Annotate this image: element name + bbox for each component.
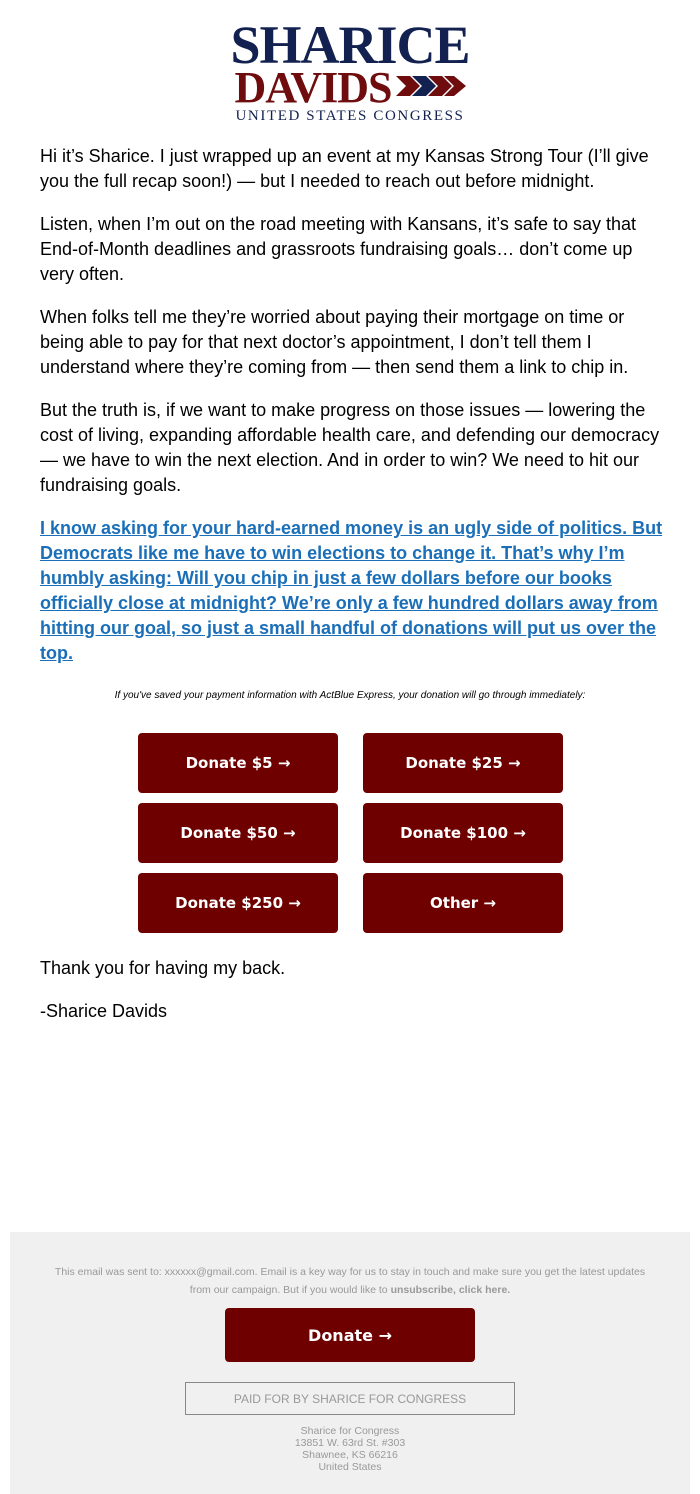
- mailing-address: [10, 1425, 690, 1473]
- footer-donate-button[interactable]: Donate →: [225, 1308, 475, 1362]
- paragraph-1: Hi it’s Sharice. I just wrapped up an event at my Kansas Strong Tour (I’ll give you the full recap soon!) — but I needed to reach out before midnight.: [40, 146, 649, 191]
- logo-name-first: SHARICE: [230, 15, 470, 75]
- donation-appeal-link[interactable]: I know asking for your hard-earned money is an ugly side of politics. But Democrats like me have to win elections to change it. That’s why I’m humbly asking: Will you chip in just a few dollars before our books officially close at midnight? We’re only a few hundred dollars away from hitting our goal, so just a small handful of donations will put us over the top.: [40, 518, 663, 663]
- closing-section: [40, 956, 665, 1042]
- logo-name-last: DAVIDS: [234, 63, 392, 112]
- address-line-2: 13851 W. 63rd St. #303: [294, 1437, 406, 1449]
- thank-you-text: Thank you for having my back.: [40, 958, 286, 978]
- paragraph-4: But the truth is, if we want to make progress on those issues — lowering the cost of living, expanding affordable health care, and defending our democracy — we have to win the next election. And in order to win? We need to hit our fundraising goals.: [40, 400, 660, 495]
- donate-5-button[interactable]: Donate $5 →: [138, 733, 338, 793]
- footer: [10, 1232, 690, 1494]
- signature: -Sharice Davids: [40, 1001, 168, 1021]
- donate-100-button[interactable]: Donate $100 →: [363, 803, 563, 863]
- donate-25-button[interactable]: Donate $25 →: [363, 733, 563, 793]
- donate-other-button[interactable]: Other →: [363, 873, 563, 933]
- footer-disclaimer: [50, 1263, 650, 1299]
- paragraph-2: Listen, when I’m out on the road meeting with Kansans, it’s safe to say that End-of-Month deadlines and grassroots fundraising goals… don’t come up very often.: [40, 214, 637, 284]
- campaign-logo: [0, 15, 700, 125]
- address-line-1: Sharice for Congress: [300, 1425, 400, 1437]
- actblue-note: If you've saved your payment information with ActBlue Express, your donation will go through immediately:: [114, 690, 586, 701]
- unsubscribe-link[interactable]: unsubscribe, click here.: [390, 1284, 511, 1296]
- donate-50-button[interactable]: Donate $50 →: [138, 803, 338, 863]
- logo-subtitle: UNITED STATES CONGRESS: [235, 108, 465, 124]
- paid-for-disclaimer: PAID FOR BY SHARICE FOR CONGRESS: [185, 1382, 515, 1415]
- footer-sent-text: This email was sent to: xxxxxx@gmail.com. Email is a key way for us to stay in touch and make sure you get the latest updates from our campaign. But if you would like to: [54, 1266, 646, 1296]
- chevron-arrows-icon: [396, 74, 466, 103]
- address-line-4: United States: [318, 1461, 382, 1473]
- email-body: [40, 144, 665, 694]
- paragraph-3: When folks tell me they’re worried about paying their mortgage on time or being able to pay for that next doctor’s appointment, I don’t tell them I understand where they’re coming from — then send them a link to chip in.: [40, 307, 629, 377]
- donate-button-grid: [138, 733, 563, 933]
- address-line-3: Shawnee, KS 66216: [302, 1449, 398, 1461]
- donate-250-button[interactable]: Donate $250 →: [138, 873, 338, 933]
